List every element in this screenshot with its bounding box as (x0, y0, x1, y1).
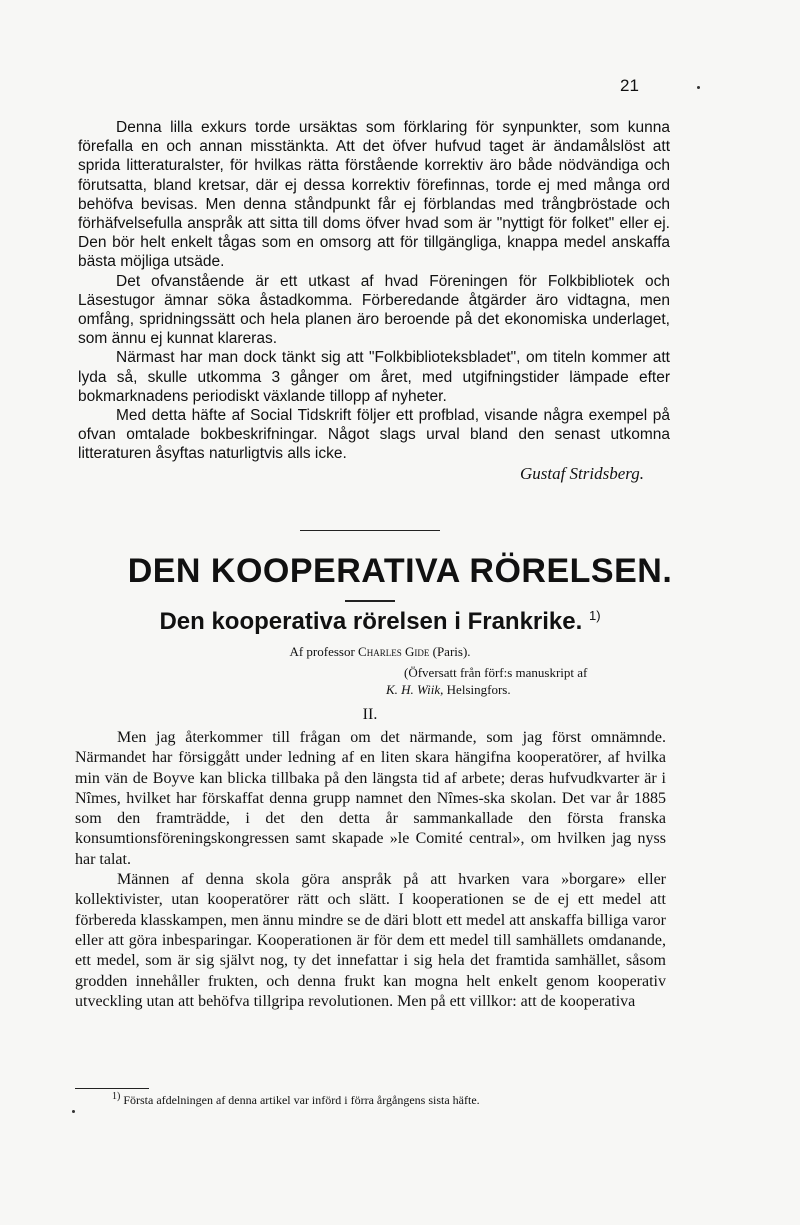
paragraph: Det ofvanstående är ett utkast af hvad Föreningen för Folkbibliotek och Läsestugor ämnar söka åstadkomma. Förberedande åtgärder äro vidtagna, men omfång, spridningssätt och hela planen äro beroende på det ekonomiska underlaget, som ännu ej kunnat klareras. (78, 272, 670, 348)
article-section-2 (75, 728, 666, 1012)
footnote (112, 1091, 480, 1108)
footnote-marker: 1) (112, 1091, 121, 1102)
footnote-ref: 1) (588, 608, 601, 623)
author-name: Charles Gide (358, 644, 430, 659)
byline: Af professor Charles Gide (Paris). (289, 644, 471, 659)
translator-name: K. H. Wiik, (386, 682, 444, 697)
paragraph: Männen af denna skola göra anspråk på att hvarken vara »borgare» eller kollektivister, utan kooperatörer rätt och slätt. I kooperationen se de ej ett medel att förbereda klasskampen, men ännu mindre se de däri blott ett medel att anskaffa billiga varor eller att göra inbesparingar. Kooperationen är för dem ett medel till samhällets omdanande, ett medel, som är sig självt nog, ty det innefattar i sig hela det framtida samhället, såsom grodden innehåller frukten, och denna frukt kan mogna helt enkelt genom kooperativ utveckling utan att behöfva tillgripa revolutionen. Men på ett villkor: att de kooperativa (75, 871, 666, 1010)
separator-rule (300, 530, 440, 531)
paragraph: Närmast har man dock tänkt sig att "Folkbiblioteksbladet", om titeln kommer att lyda så, skulle utkomma 3 gånger om året, med utgifningstider lämpade efter bokmarknadens periodiskt växlande tillopp af nyheter. (78, 349, 670, 405)
speck (72, 1110, 75, 1113)
footnote-text: Första afdelningen af denna artikel var införd i förra årgångens sista häfte. (123, 1093, 480, 1107)
speck (697, 86, 700, 89)
paragraph: Men jag återkommer till frågan om det närmande, som jag först omnämnde. Närmandet har försiggått under ledning af en liten skara hängifna kooperatörer, af hvilka min vän de Boyve kan blicka tillbaka på den längsta tid af arbete; deras hufvudkvarter är i Nîmes, hvilket har förskaffat denna grupp namnet den Nîmes-ska skolan. Det var år 1885 som den framträdde, i det den detta år sammankallade den första franska konsumtionsföreningskongressen samt skapade »le Comité central», om hvilken jag nyss har talat. (75, 729, 666, 868)
page-number: 21 (620, 76, 639, 95)
footnote-rule (75, 1088, 149, 1089)
heading-rule (345, 600, 395, 602)
paragraph: Med detta häfte af Social Tidskrift följer ett profblad, visande några exempel på ofvan omtalade bokbeskrifningar. Något slags urval bland den senast utkomna litteraturen åsyftas naturligtvis alls icke. (78, 407, 670, 463)
signature: Gustaf Stridsberg. (519, 463, 644, 483)
section-heading: DEN KOOPERATIVA RÖRELSEN. (127, 552, 673, 590)
article-section-1 (78, 118, 670, 483)
translator-credit: K. H. Wiik, Helsingfors. (386, 682, 511, 697)
article-title: Den kooperativa rörelsen i Frankrike. $^{1)}$ (159, 608, 601, 635)
paragraph: Denna lilla exkurs torde ursäktas som förklaring för synpunkter, som kunna förefalla en och annan misstänkta. Att det öfver hufvud taget är ändamålslöst att sprida litteraturalster, för hvilkas rätta förstående korrektiv äro både nödvändiga och förutsatta, bland kretsar, där ej dessa korrektiv förefinnas, torde ej med många ord behöfva bevisas. Men denna ståndpunkt får ej förblandas med trångbröstade och förhäfvelsefulla anspråk att sitta till doms öfver hvad som är "nyttigt för folket" eller ej. Den bör helt enkelt tågas som en omsorg att för tillgängliga, knappa medel anskaffa bästa möjliga utsäde. (78, 119, 670, 271)
part-number: II. (362, 706, 378, 723)
translation-note: (Öfversatt från förf:s manuskript af (404, 665, 588, 680)
